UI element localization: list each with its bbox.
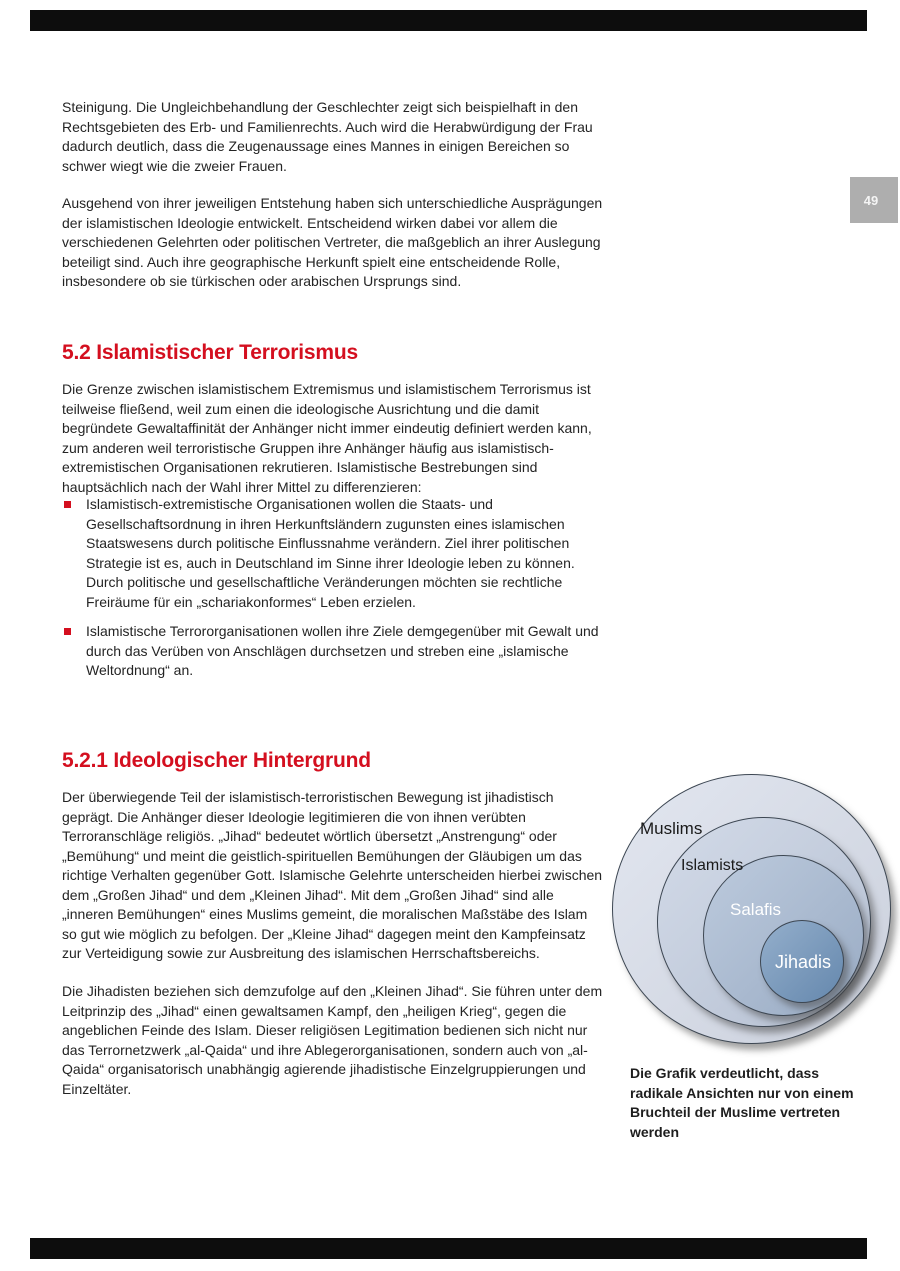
label-salafis: Salafis <box>730 900 782 919</box>
bullet-item-terrororganisationen <box>62 622 604 681</box>
diagram-caption: Die Grafik verdeutlicht, dass radikale Ansichten nur von einem Bruchteil der Muslime vertreten werden <box>630 1065 854 1140</box>
paragraph-jihadisten: Die Jihadisten beziehen sich demzufolge auf den „Kleinen Jihad“. Sie führen unter dem Leitprinzip des „Jihad“ einen gewaltsamen Kampf, den „heiligen Krieg“, gegen die angeblichen Feinde des Islam. Dieser religiösen Legitimation bedienen sich nicht nur das Terrornetzwerk „al-Qaida“ und ihre Ablegerorganisationen, sondern auch von „al-Qaida“ organisatorisch unabhängig agierende jihadistische Einzelgruppierungen und Einzeltäter. <box>62 983 603 1097</box>
paragraph-jihad-begriff: Der überwiegende Teil der islamistisch-terroristischen Bewegung ist jihadistisch geprägt. Die Anhänger dieser Ideologie legitimieren die von ihnen verübten Terroranschläge religiös. „Jihad“ bedeutet wörtlich übersetzt „Anstrengung“ oder „Bemühung“ und meint die geistlich-spirituellen Bemühungen der Gläubigen um das richtige Verhalten gegenüber Gott. Islamische Gelehrte unterscheiden hierbei zwischen dem „Großen Jihad“ und dem „Kleinen Jihad“. Mit dem „Großen Jihad“ sind alle „inneren Bemühungen“ eines Muslims gemeint, die moralischen Maßstäbe des Islam so gut wie möglich zu befolgen. Der „Kleine Jihad“ dagegen meint den Kampfeinsatz zur Verteidigung sowie zur Ausbreitung des islamischen Herrschaftsbereichs. <box>62 789 603 961</box>
section-heading-5-2: 5.2 Islamistischer Terrorismus <box>62 341 358 365</box>
paragraph-entstehung: Ausgehend von ihrer jeweiligen Entstehung haben sich unterschiedliche Ausprägungen der islamistischen Ideologie entwickelt. Entscheidend wirken dabei vor allem die verschiedenen Gelehrten oder politischen Vertreter, die maßgeblich an ihrer Auslegung beteiligt sind. Auch ihre geographische Herkunft spielt eine entscheidende Rolle, insbesondere ob sie türkischen oder arabischen Ursprungs sind. <box>62 195 603 289</box>
page-number: 49 <box>863 192 879 208</box>
label-muslims: Muslims <box>640 819 703 838</box>
label-islamists: Islamists <box>681 857 744 874</box>
paragraph-steinigung: Steinigung. Die Ungleichbehandlung der Geschlechter zeigt sich beispielhaft in den Rechtsgebieten des Erb- und Familienrechts. Auch wird die Herabwürdigung der Frau dadurch deutlich, dass die Zeugenaussage eines Mannes in einigen Bereichen so schwer wiegt wie die zweier Frauen. <box>62 99 593 174</box>
red-square-bullet-icon <box>64 628 71 635</box>
bullet-text: Islamistische Terrororganisationen wollen ihre Ziele demgegenüber mit Gewalt und durch das Verüben von Anschlägen durchsetzen und streben eine „islamische Weltordnung“ an. <box>86 623 599 678</box>
label-jihadis: Jihadis <box>775 952 832 972</box>
nested-circles-diagram <box>608 766 900 1058</box>
section-heading-5-2-1: 5.2.1 Ideologischer Hintergrund <box>62 749 371 773</box>
page-number-tab <box>850 177 898 223</box>
red-square-bullet-icon <box>64 501 71 508</box>
bullet-item-extremistische <box>62 495 604 612</box>
bottom-rule-bar <box>30 1238 867 1259</box>
top-rule-bar <box>30 10 867 31</box>
bullet-text: Islamistisch-extremistische Organisationen wollen die Staats- und Gesellschaftsordnung in ihren Herkunftsländern zugunsten eines islamischen Staatswesens durch politische Einflussnahme verändern. Ziel ihrer politischen Strategie ist es, auch in Deutschland im Sinne ihrer Ideologie leben zu können. Durch politische und gesellschaftliche Veränderungen möchten sie rechtliche Freiräume für ein „schariakonformes“ Leben erzielen. <box>86 496 575 610</box>
paragraph-grenze: Die Grenze zwischen islamistischem Extremismus und islamistischem Terrorismus ist teilweise fließend, weil zum einen die ideologische Ausrichtung und die damit begründete Gewaltaffinität der Anhänger nicht immer eindeutig definiert werden kann, zum anderen weil terroristische Gruppen ihre Anhänger häufig aus islamistisch-extremistischen Organisationen rekrutieren. Islamistische Bestrebungen sind hauptsächlich nach der Wahl ihrer Mittel zu differenzieren: <box>62 381 592 495</box>
